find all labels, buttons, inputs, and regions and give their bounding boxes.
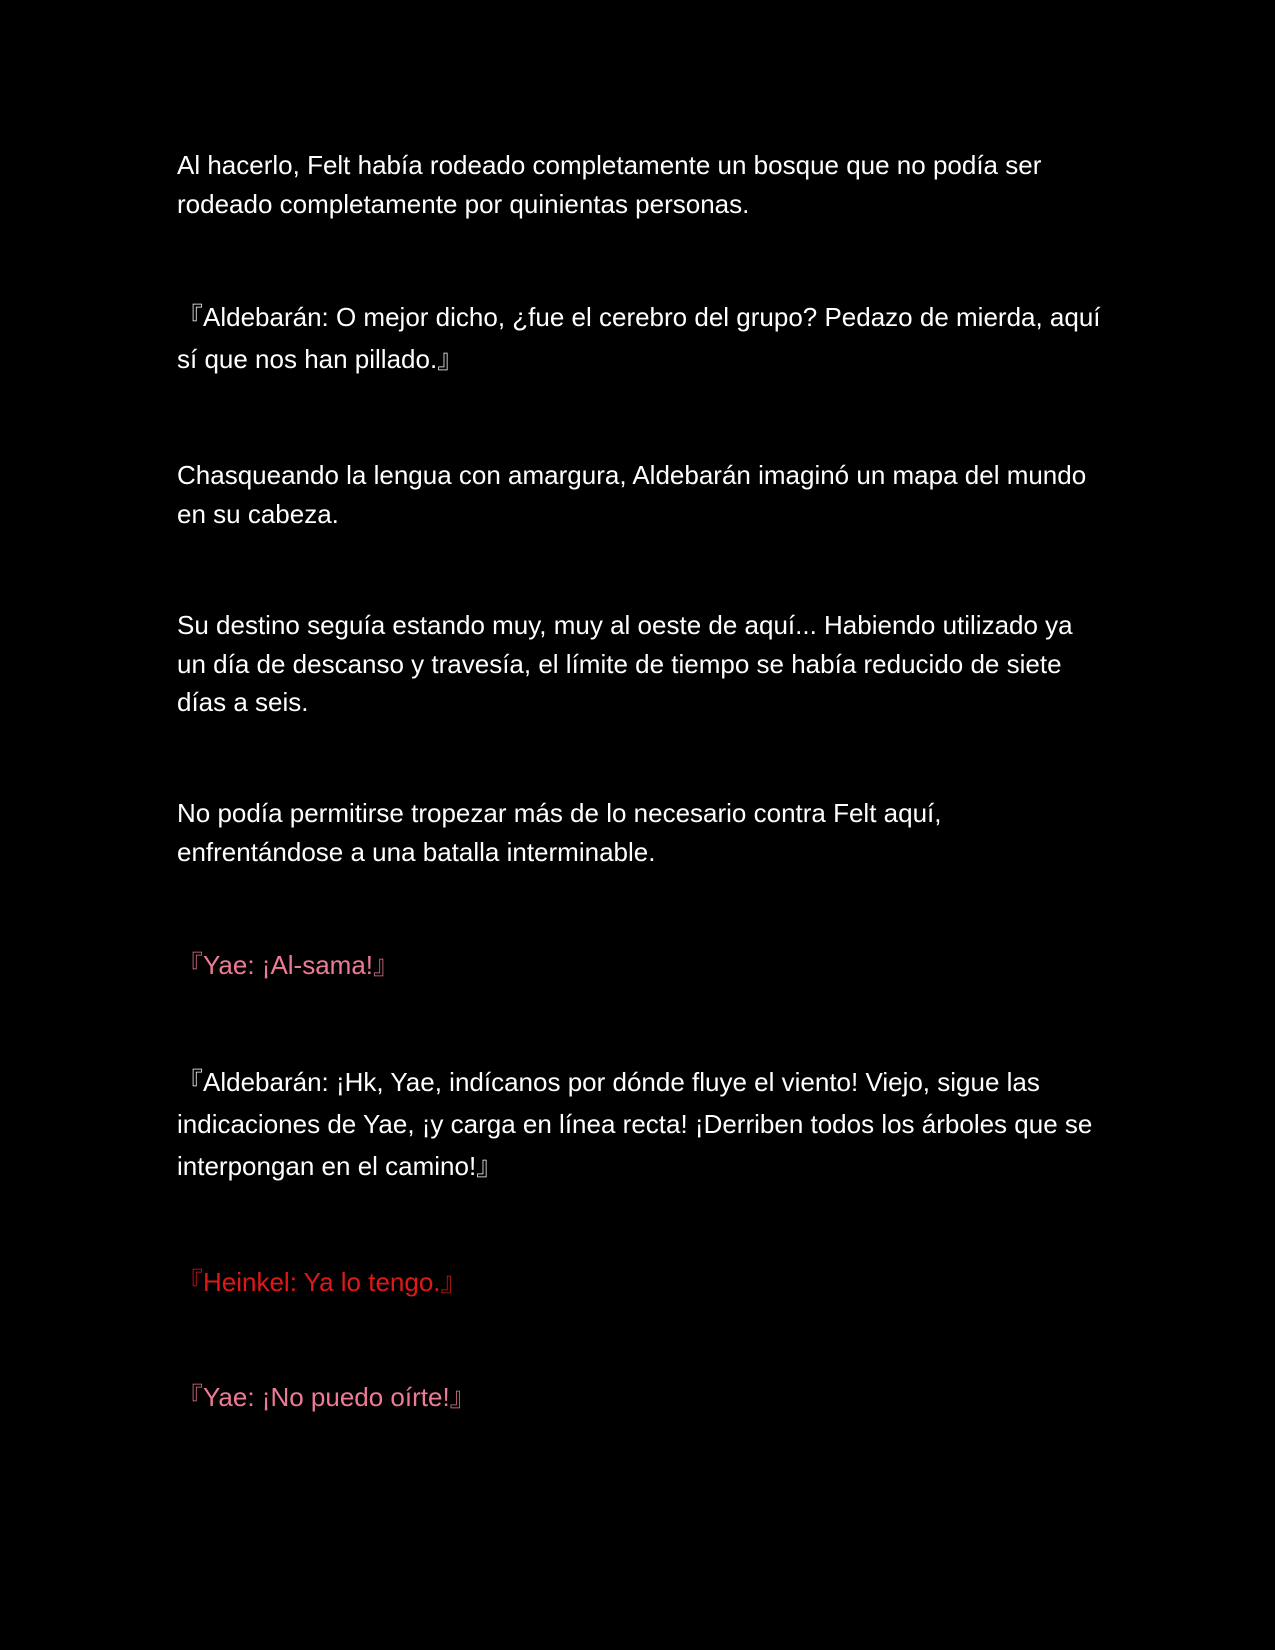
dialogue-aldebaran: 『Aldebarán: O mejor dicho, ¿fue el cerebro del grupo? Pedazo de mierda, aquí sí que nos han pillado.』	[177, 302, 1101, 374]
dialogue-heinkel: 『Heinkel: Ya lo tengo.』	[177, 1267, 467, 1297]
narration-paragraph: Su destino seguía estando muy, muy al oeste de aquí... Habiendo utilizado ya un día de descanso y travesía, el límite de tiempo se había reducido de siete días a seis.	[177, 610, 1073, 717]
narration-paragraph: No podía permitirse tropezar más de lo necesario contra Felt aquí, enfrentándose a una batalla interminable.	[177, 798, 942, 867]
narration-paragraph: Al hacerlo, Felt había rodeado completamente un bosque que no podía ser rodeado completamente por quinientas personas.	[177, 150, 1042, 219]
dialogue-aldebaran: 『Aldebarán: ¡Hk, Yae, indícanos por dónde fluye el viento! Viejo, sigue las indicaciones de Yae, ¡y carga en línea recta! ¡Derriben todos los árboles que se interpongan en el camino!』	[177, 1067, 1093, 1181]
dialogue-yae: 『Yae: ¡No puedo oírte!』	[177, 1382, 476, 1412]
narration-paragraph: Chasqueando la lengua con amargura, Aldebarán imaginó un mapa del mundo en su cabeza.	[177, 460, 1087, 529]
dialogue-yae: 『Yae: ¡Al-sama!』	[177, 950, 400, 980]
